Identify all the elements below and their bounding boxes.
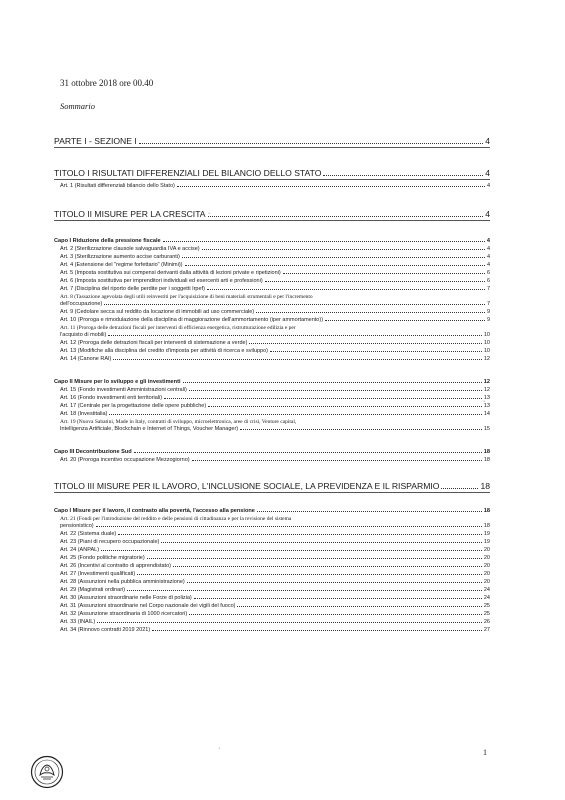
toc-page-number: 4 (486, 262, 490, 268)
toc-article-entry[interactable] (60, 539, 490, 545)
toc-page-number: 4 (486, 246, 490, 252)
dot-leader (108, 335, 482, 336)
toc-article-entry[interactable] (60, 619, 490, 625)
toc-entry-title: Art. 25 (Fondo politiche migratorie) (60, 555, 145, 561)
dot-leader (283, 273, 485, 274)
toc-article-entry[interactable] (60, 563, 490, 569)
dot-leader (161, 542, 482, 543)
toc-chapter-entry[interactable] (54, 508, 490, 514)
toc-entry-title: Art. 22 (Sistema duale) (60, 531, 117, 537)
dot-leader (202, 249, 485, 250)
toc-page-number: 18 (483, 508, 490, 514)
toc-page-number: 19 (483, 531, 490, 537)
toc-page-number: 4 (485, 209, 490, 219)
dot-leader (109, 414, 481, 415)
toc-page-number: 4 (486, 238, 490, 244)
dot-leader (97, 622, 482, 623)
toc-page-number: 24 (483, 595, 490, 601)
toc-entry-title: Art. 4 (Estensione del "regime forfettario" (Minimi)) (60, 262, 183, 268)
toc-section-entry[interactable] (54, 209, 490, 221)
toc-page-number: 13 (483, 403, 490, 409)
dot-leader (152, 630, 482, 631)
toc-page-number: 6 (486, 270, 490, 276)
toc-section-entry[interactable] (54, 136, 490, 148)
toc-article-entry[interactable] (60, 348, 490, 354)
toc-entry-title: Intelligenza Artificiale, Blockchain e Internet of Things, Voucher Manager) (60, 426, 239, 432)
toc-entry-title: Art. 5 (Imposta sostitutiva sui compensi derivanti dalla attività di lezioni private e ripetizioni) (60, 270, 281, 276)
toc-page-number: 10 (483, 340, 490, 346)
toc-article-entry[interactable] (60, 627, 490, 633)
toc-entry-title: Art. 12 (Proroga delle detrazioni fiscali per interventi di sistemazione a verde) (60, 340, 248, 346)
table-of-contents (54, 120, 490, 633)
toc-entry-title: Capo II Misure per lo sviluppo e gli investimenti (54, 379, 181, 385)
toc-entry-title: Art. 24 (ANPAL) (60, 547, 100, 553)
toc-article-entry[interactable] (60, 395, 490, 401)
toc-entry-title: Art. 17 (Centrale per la progettazione delle opere pubbliche) (60, 403, 207, 409)
toc-chapter-entry[interactable] (54, 379, 490, 385)
toc-entry-title: Capo I Misure per il lavoro, il contrasto alla povertà, l'accesso alla pensione (54, 508, 255, 514)
toc-page-number: 4 (486, 183, 490, 189)
toc-article-entry[interactable] (60, 246, 490, 252)
toc-entry-title[interactable]: Art. 19 (Nuova Sabatini, Made in Italy, contratti di sviluppo, microelettronica, aree di crisi, Venture capital, (60, 419, 297, 425)
dot-leader (173, 566, 482, 567)
toc-entry-title: Art. 28 (Assunzioni nella pubblica amministrazione) (60, 579, 185, 585)
toc-article-entry[interactable] (60, 426, 490, 432)
toc-article-entry[interactable] (60, 356, 490, 362)
toc-page-number: 20 (483, 547, 490, 553)
toc-page-number: 7 (486, 286, 490, 292)
toc-article-entry[interactable] (60, 523, 490, 529)
dot-leader (164, 398, 482, 399)
toc-article-entry[interactable] (60, 270, 490, 276)
toc-article-entry[interactable] (60, 278, 490, 284)
toc-page-number: 26 (483, 619, 490, 625)
toc-page-number: 18 (483, 523, 490, 529)
toc-page-number: 9 (486, 317, 490, 323)
toc-entry-title[interactable]: Art. 11 (Proroga delle detrazioni fiscali per interventi di efficienza energetica, ristrutturazione edilizia e per (60, 325, 296, 331)
toc-entry-title: Art. 3 (Sterilizzazione aumento accise carburanti) (60, 254, 180, 260)
dot-leader (187, 582, 482, 583)
toc-section-entry[interactable] (54, 481, 490, 493)
toc-page-number: 14 (483, 411, 490, 417)
toc-entry-title: TITOLO I RISULTATI DIFFERENZIALI DEL BILANCIO DELLO STATO (54, 168, 322, 178)
dot-leader (192, 460, 482, 461)
dot-leader (256, 312, 485, 313)
page-number: 1 (483, 748, 487, 757)
toc-entry-title: Art. 6 (Imposta sostitutiva per imprenditori individuali ed esercenti arti e professioni) (60, 278, 263, 284)
dot-leader (137, 574, 482, 575)
toc-page-number: 20 (483, 571, 490, 577)
toc-article-entry[interactable] (60, 457, 490, 463)
toc-page-number: 7 (486, 301, 490, 307)
toc-entry-title: Art. 15 (Fondo investimenti Amministrazioni centrali) (60, 387, 187, 393)
toc-entry-title: Art. 10 (Proroga e rimodulazione della disciplina di maggiorazione dell'ammortamento (iper ammortamento)) (60, 317, 324, 323)
dot-leader (127, 590, 482, 591)
toc-page-number: 18 (483, 457, 490, 463)
toc-article-entry[interactable] (60, 317, 490, 323)
toc-article-entry[interactable] (60, 555, 490, 561)
dot-leader (101, 550, 482, 551)
toc-entry-title[interactable]: Art. 8 (Tassazione agevolata degli utili reinvestiti per l'acquisizione di beni materiali strumentali e per l'incremento (60, 294, 313, 300)
toc-entry-title: Art. 1 (Risultati differenziali bilancio dello Stato) (60, 183, 175, 189)
toc-article-entry[interactable] (60, 587, 490, 593)
toc-page-number: 4 (485, 168, 490, 178)
toc-entry-title: Art. 20 (Proroga incentivo occupazione Mezzogiorno) (60, 457, 190, 463)
toc-page-number: 12 (483, 379, 490, 385)
toc-entry-title: Art. 13 (Modifiche alla disciplina del credito d'imposta per attività di ricerca e sviluppo) (60, 348, 269, 354)
dot-leader (270, 351, 482, 352)
toc-page-number: 12 (483, 387, 490, 393)
toc-chapter-entry[interactable] (54, 449, 490, 455)
toc-article-entry[interactable] (60, 183, 490, 189)
toc-entry-title: Art. 27 (Investimenti qualificati) (60, 571, 136, 577)
toc-entry-title: Art. 16 (Fondo investimenti enti territoriali) (60, 395, 163, 401)
toc-entry-title: PARTE I - SEZIONE I (54, 136, 137, 146)
toc-chapter-entry[interactable] (54, 238, 490, 244)
toc-article-entry[interactable] (60, 387, 490, 393)
toc-entry-title: Art. 23 (Piani di recupero occupazionale) (60, 539, 160, 545)
toc-page-number: 20 (483, 579, 490, 585)
dot-leader (265, 281, 485, 282)
toc-entry-title: Art. 34 (Rinnovo contratti 2019 2021) (60, 627, 151, 633)
seal-stamp-icon (30, 755, 64, 789)
toc-page-number: 18 (483, 449, 490, 455)
dot-leader (189, 614, 482, 615)
toc-entry-title: Art. 26 (Incentivi al contratto di apprendistato) (60, 563, 171, 569)
toc-page-number: 24 (483, 587, 490, 593)
toc-entry-title: l'acquisto di mobili) (60, 332, 107, 338)
toc-page-number: 15 (483, 426, 490, 432)
dot-leader (96, 526, 482, 527)
toc-entry-title: Capo I Riduzione della pressione fiscale (54, 238, 161, 244)
toc-page-number: 19 (483, 539, 490, 545)
toc-article-entry[interactable] (60, 611, 490, 617)
toc-entry-title: Art. 32 (Assunzione straordinaria di 1000 ricercatori) (60, 611, 188, 617)
dot-leader (147, 558, 482, 559)
dot-leader (194, 598, 482, 599)
toc-entry-title: Art. 9 (Cedolare secca sul reddito da locazione di immobili ad uso commerciale) (60, 309, 255, 315)
dot-leader (118, 534, 482, 535)
dot-leader (182, 257, 485, 258)
toc-page-number: 9 (486, 309, 490, 315)
toc-page-number: 4 (486, 254, 490, 260)
toc-entry-title: Art. 29 (Magistrati ordinari) (60, 587, 126, 593)
dot-leader (257, 511, 482, 512)
toc-entry-title[interactable]: Art. 21 (Fondi per l'introduzione del reddito e delle pensioni di cittadinanza e per la revisione del sistema (60, 516, 292, 522)
toc-page-number: 27 (483, 627, 490, 633)
toc-article-entry[interactable] (60, 595, 490, 601)
dot-leader (189, 390, 482, 391)
dot-leader (134, 452, 482, 453)
scan-mark: · (483, 398, 486, 405)
document-date: 31 ottobre 2018 ore 00.40 (60, 78, 154, 88)
toc-page-number: 10 (483, 348, 490, 354)
toc-article-entry[interactable] (60, 286, 490, 292)
toc-entry-title: TITOLO II MISURE PER LA CRESCITA (54, 209, 206, 219)
dot-leader (208, 216, 484, 217)
toc-page-number: 6 (486, 278, 490, 284)
toc-entry-title: Art. 7 (Disciplina del riporto delle perdite per i soggetti Irpef) (60, 286, 205, 292)
toc-entry-title: TITOLO III MISURE PER IL LAVORO, L'INCLUSIONE SOCIALE, LA PREVIDENZA E IL RISPARMIO (54, 481, 440, 491)
toc-article-entry[interactable] (60, 579, 490, 585)
dot-leader (325, 320, 485, 321)
toc-article-entry[interactable] (60, 254, 490, 260)
dot-leader (441, 488, 478, 489)
toc-page-number: 4 (485, 136, 490, 146)
dot-leader (163, 241, 485, 242)
dot-leader (323, 175, 483, 176)
dot-leader (139, 143, 483, 144)
toc-article-entry[interactable] (60, 531, 490, 537)
toc-page-number: 20 (483, 555, 490, 561)
toc-page-number: 25 (483, 603, 490, 609)
dot-leader (207, 289, 485, 290)
toc-article-entry[interactable] (60, 309, 490, 315)
dot-leader (185, 265, 485, 266)
toc-article-entry[interactable] (60, 547, 490, 553)
toc-entry-title: Capo III Decontribuzione Sud (54, 449, 132, 455)
toc-article-entry[interactable] (60, 571, 490, 577)
toc-article-entry[interactable] (60, 301, 490, 307)
dot-leader (183, 382, 482, 383)
scan-mark: · (208, 210, 211, 217)
toc-entry-title: Art. 18 (Investitalia) (60, 411, 108, 417)
toc-article-entry[interactable] (60, 603, 490, 609)
dot-leader (240, 429, 482, 430)
toc-page-number: 10 (483, 332, 490, 338)
dot-leader (249, 343, 481, 344)
summary-heading: Sommario (60, 101, 95, 111)
scan-mark: · (218, 745, 221, 752)
toc-article-entry[interactable] (60, 262, 490, 268)
dot-leader (237, 606, 481, 607)
toc-entry-title: Art. 14 (Canone RAI) (60, 356, 112, 362)
toc-article-entry[interactable] (60, 340, 490, 346)
toc-page-number: 12 (483, 356, 490, 362)
toc-page-number: 20 (483, 563, 490, 569)
toc-page-number: 13 (483, 395, 490, 401)
toc-article-entry[interactable] (60, 411, 490, 417)
toc-entry-title: Art. 2 (Sterilizzazione clausole salvaguardia IVA e accise) (60, 246, 200, 252)
toc-section-entry[interactable] (54, 168, 490, 180)
toc-page-number: 25 (483, 611, 490, 617)
toc-page-number: 18 (480, 481, 490, 491)
toc-entry-title: Art. 31 (Assunzioni straordinarie nel Corpo nazionale dei vigili del fuoco) (60, 603, 236, 609)
toc-article-entry[interactable] (60, 403, 490, 409)
toc-entry-title: Art. 30 (Assunzioni straordinarie nelle Forze di polizia) (60, 595, 192, 601)
toc-article-entry[interactable] (60, 332, 490, 338)
dot-leader (208, 406, 482, 407)
dot-leader (104, 304, 485, 305)
toc-entry-title: Art. 33 (INAIL) (60, 619, 96, 625)
dot-leader (113, 359, 482, 360)
toc-entry-title: pensionistico) (60, 523, 94, 529)
toc-entry-title: dell'occupazione) (60, 301, 103, 307)
dot-leader (177, 186, 485, 187)
